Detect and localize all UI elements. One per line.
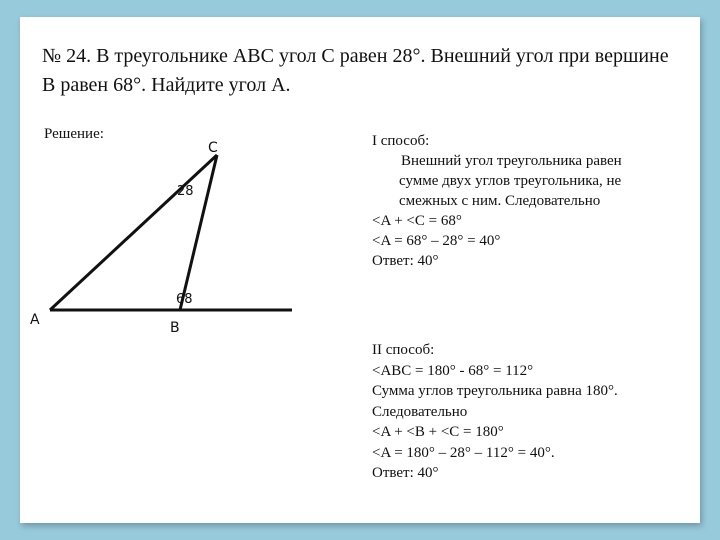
method-2-block (372, 340, 618, 484)
method-2-line: <A = 180° – 28° – 112° = 40°. (372, 444, 555, 461)
method-1-line: смежных с ним. Следовательно (399, 193, 601, 209)
side-ac (50, 155, 217, 310)
method-1-answer: Ответ: 40° (372, 253, 439, 269)
problem-title-line-2: В равен 68°. Найдите угол А. (42, 74, 291, 96)
side-bc (180, 155, 217, 310)
angle-b-exterior-label: 68 (176, 292, 193, 307)
method-1-line: сумме двух углов треугольника, не (399, 173, 622, 189)
method-1-line: <A = 68° – 28° = 40° (372, 233, 501, 249)
method-1-line: <A + <C = 68° (372, 213, 462, 229)
solution-label: Решение: (44, 126, 104, 142)
method-2-line: Следовательно (372, 403, 468, 420)
method-2-answer: Ответ: 40° (372, 465, 439, 481)
method-2-line: <ABC = 180° - 68° = 112° (372, 362, 534, 379)
vertex-a-label: A (30, 312, 40, 328)
vertex-b-label: B (170, 320, 180, 336)
method-2-heading: II способ: (372, 342, 435, 358)
angle-c-label: 28 (177, 184, 194, 199)
problem-title-line-1: № 24. В треугольнике АВС угол С равен 28°. Внешний угол при вершине (42, 45, 669, 67)
method-2-line: <A + <B + <C = 180° (372, 424, 504, 440)
method-2-line: Сумма углов треугольника равна 180°. (372, 383, 618, 399)
vertex-c-label: C (208, 140, 218, 156)
method-1-heading: I способ: (372, 133, 430, 149)
method-1-block (372, 131, 622, 271)
method-1-line: Внешний угол треугольника равен (401, 153, 622, 169)
